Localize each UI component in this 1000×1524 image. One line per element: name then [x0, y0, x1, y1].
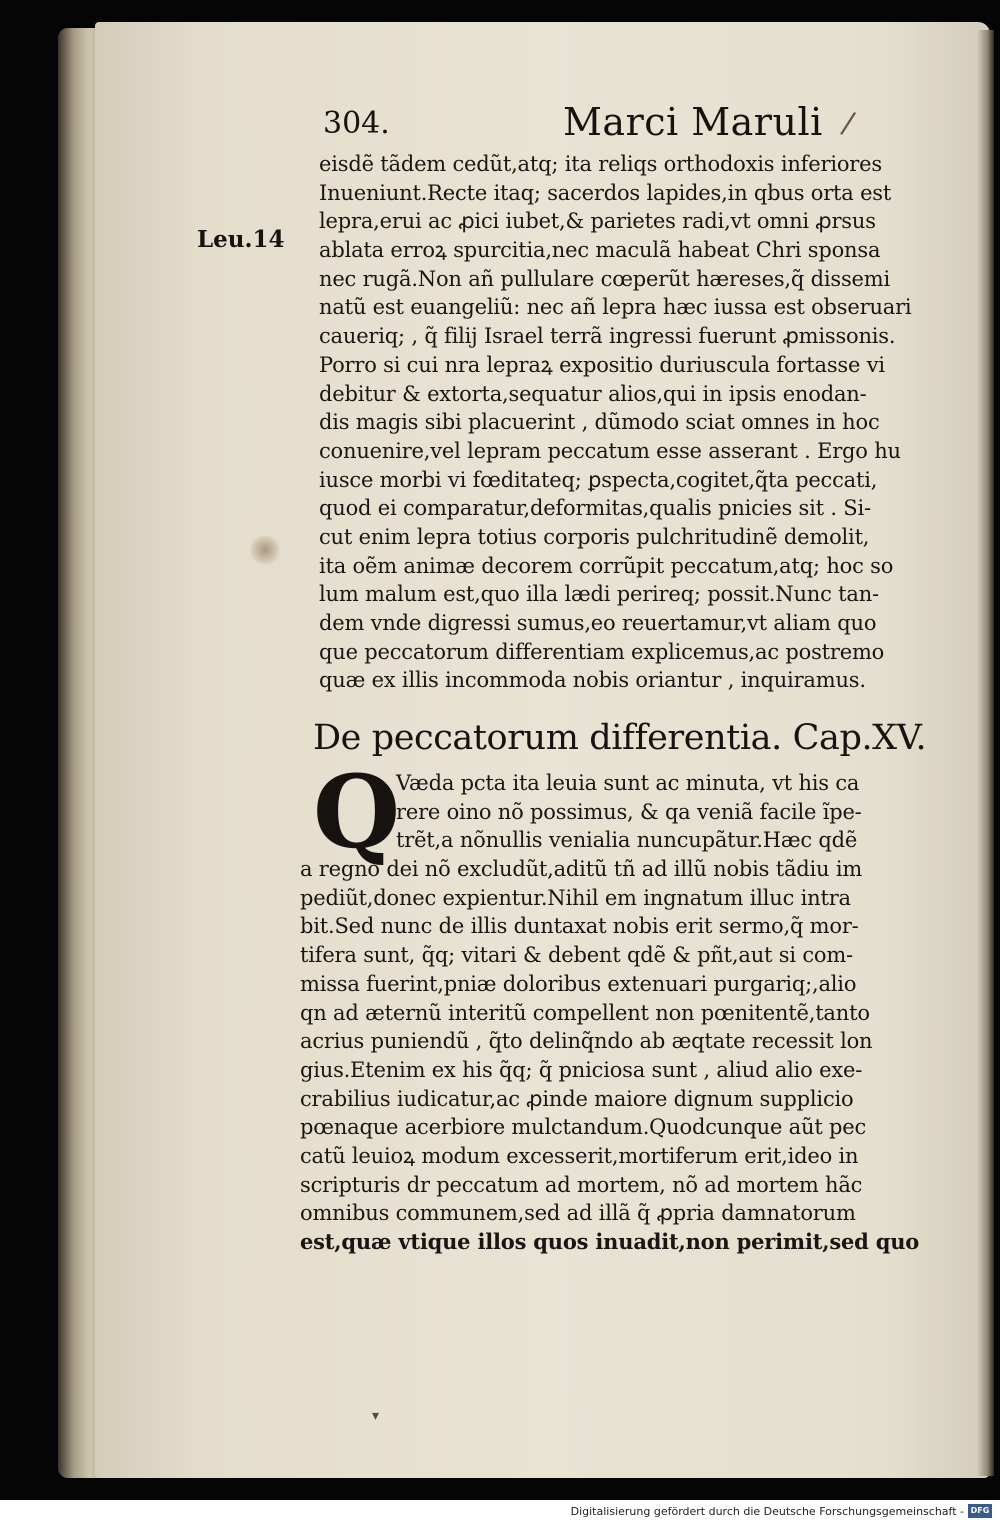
text-line: trẽt,a nõnullis venialia nuncupãtur.Hæc qdẽ	[396, 828, 858, 853]
text-line: cut enim lepra totius corporis pulchritudinẽ demolit,	[319, 524, 870, 549]
text-line: quæ ex illis incommoda nobis oriantur , inquiramus.	[319, 668, 866, 693]
text-line: a regno dei nõ excludũt,aditũ tñ ad illũ nobis tãdiu im	[300, 857, 863, 882]
text-line: Væda pcta ita leuia sunt ac minuta, vt his ca	[396, 771, 860, 795]
text-line: dis magis sibi placuerint , dũmodo sciat omnes in hoc	[319, 410, 880, 435]
text-line: lepra,erui ac ꝓici iubet,& parietes radi,vt omni ꝓrsus	[319, 209, 876, 234]
page-number: 304.	[323, 106, 390, 141]
text-line: lum malum est,quo illa lædi perireq; possit.Nunc tan-	[319, 582, 879, 607]
text-line: iusce morbi vi fœditateq; ꝑspecta,cogitet,q̃ta peccati,	[319, 467, 878, 492]
text-line: quod ei comparatur,deformitas,qualis pnicies sit . Si-	[319, 496, 871, 521]
text-line: natũ est euangeliũ: nec añ lepra hæc iussa est obseruari	[319, 295, 912, 320]
text-line: acrius puniendũ , q̃to delinq̃ndo ab æqtate recessit lon	[300, 1029, 873, 1054]
text-line: nec rugã.Non añ pullulare cœperũt hæreses,q̃ dissemi	[319, 266, 890, 291]
paragraph-1	[319, 150, 959, 695]
text-line: eisdẽ tãdem cedũt,atq; ita reliqs orthodoxis inferiores	[319, 152, 882, 176]
text-line: rere oino nõ possimus, & qa veniã facile ĩpe-	[396, 799, 862, 824]
text-line: missa fuerint,pniæ doloribus extenuari purgariq;,alio	[300, 971, 857, 996]
text-line: bit.Sed nunc de illis duntaxat nobis erit sermo,q̃ mor-	[300, 914, 859, 939]
chapter-heading: De peccatorum differentia. Cap.XV.	[313, 718, 927, 758]
dfg-logo: DFG	[968, 1504, 992, 1518]
text-line: pœnaque acerbiore mulctandum.Quodcunque aũt pec	[300, 1115, 867, 1140]
page-header	[323, 100, 943, 150]
text-line: que peccatorum differentiam explicemus,ac postremo	[319, 639, 885, 664]
text-line: scripturis dr peccatum ad mortem, nõ ad mortem hãc	[300, 1172, 863, 1197]
header-ink-mark: /	[838, 105, 858, 142]
text-line: debitur & extorta,sequatur alios,qui in ipsis enodan-	[319, 381, 867, 406]
text-line: crabilius iudicatur,ac ꝓinde maiore dignum supplicio	[300, 1086, 854, 1111]
digitization-footer	[0, 1500, 1000, 1524]
text-line: caueriq; , q̃ filij Israel terrã ingressi fuerunt ꝓmissonis.	[319, 324, 896, 349]
drop-initial: Q	[313, 753, 401, 871]
text-line: Porro si cui nra lepraꝝ expositio duriuscula fortasse vi	[319, 352, 885, 377]
text-line: Inueniunt.Recte itaq; sacerdos lapides,in qbus orta est	[319, 180, 892, 205]
margin-note: Leu.14	[197, 226, 285, 253]
text-line: catũ leuioꝝ modum excesserit,mortiferum erit,ideo in	[300, 1143, 859, 1168]
text-line: ita oẽm animæ decorem corrũpit peccatum,atq; hoc so	[319, 553, 894, 578]
text-line: conuenire,vel lepram peccatum esse asserant . Ergo hu	[319, 438, 901, 463]
text-line: est,quæ vtique illos quos inuadit,non perimit,sed quo	[300, 1229, 920, 1254]
paper-mark: ▾	[372, 1408, 380, 1424]
running-head: Marci Maruli	[563, 100, 823, 144]
paper-stain	[250, 535, 280, 565]
book-right-edge	[978, 30, 994, 1476]
footer-credit: Digitalisierung gefördert durch die Deutsche Forschungsgemeinschaft -	[570, 1505, 964, 1518]
text-line: pediũt,donec expientur.Nihil em ingnatum illuc intra	[300, 885, 851, 910]
text-line: qn ad æternũ interitũ compellent non pœnitentẽ,tanto	[300, 1000, 870, 1025]
text-line: omnibus communem,sed ad illã q̃ ꝓpria damnatorum	[300, 1201, 856, 1226]
text-line: tifera sunt, q̃q; vitari & debent qdẽ & pñt,aut si com-	[300, 943, 853, 968]
paragraph-2	[300, 769, 960, 1257]
text-line: ablata erroꝝ spurcitia,nec maculã habeat Chri sponsa	[319, 238, 881, 263]
text-line: gius.Etenim ex his q̃q; q̃ pniciosa sunt , aliud alio exe-	[300, 1057, 863, 1082]
text-line: dem vnde digressi sumus,eo reuertamur,vt aliam quo	[319, 611, 877, 635]
